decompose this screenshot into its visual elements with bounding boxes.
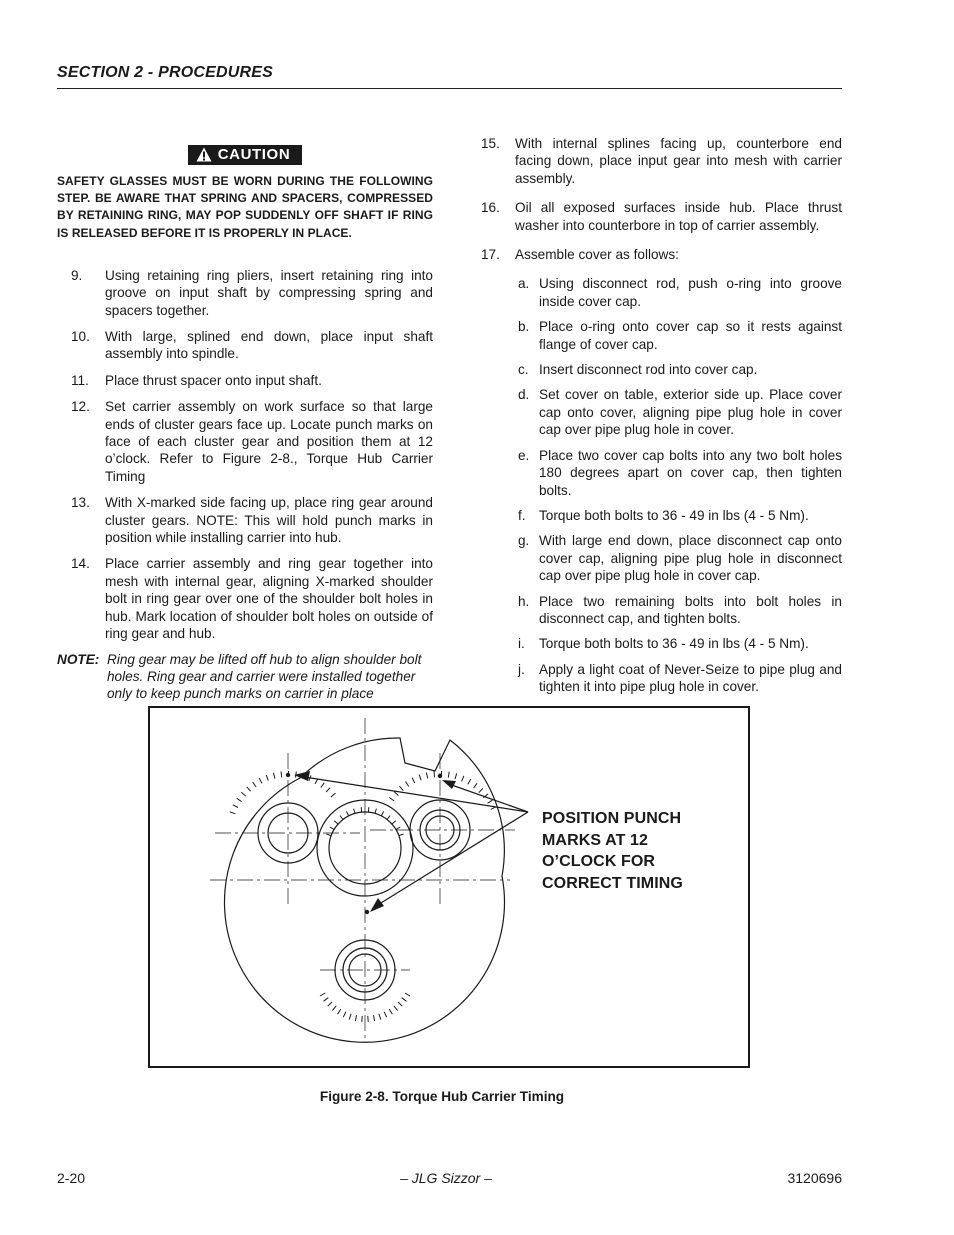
step-text: With large, splined end down, place input shaft assembly into spindle. (105, 329, 433, 362)
step-number: 9. (71, 267, 83, 283)
sub-step-text: Set cover on table, exterior side up. Place cover cap onto cover, aligning pipe plug hole in cover cap over pipe plug hole in cover. (539, 387, 842, 438)
step-text: Set carrier assembly on work surface so that large ends of cluster gears face up. Locate punch marks on face of each cluster gear and position them at 12 o’clock. Refer to Figure 2-8., Torque Hub Carrier Timing (105, 399, 433, 484)
document-number: 3120696 (787, 1170, 842, 1186)
procedure-step (57, 555, 433, 642)
step-number: 12. (71, 399, 90, 415)
sub-step (518, 318, 842, 353)
step-text: With X-marked side facing up, place ring gear around cluster gears. NOTE: This will hold punch marks in position while installing carrier into hub. (105, 495, 433, 546)
note-text: Ring gear may be lifted off hub to align shoulder bolt holes. Ring gear and carrier were installed together only to keep punch marks on carrier in place (107, 651, 422, 702)
sub-step-text: Torque both bolts to 36 - 49 in lbs (4 - 5 Nm). (539, 636, 809, 652)
procedure-step (481, 246, 842, 263)
hub-outline (224, 738, 504, 1042)
left-column (57, 145, 433, 703)
sub-step-text: Torque both bolts to 36 - 49 in lbs (4 - 5 Nm). (539, 507, 809, 523)
warning-triangle-icon (196, 147, 212, 162)
procedure-step (57, 494, 433, 546)
caution-text: SAFETY GLASSES MUST BE WORN DURING THE FOLLOWING STEP. BE AWARE THAT SPRING AND SPACERS, COMPRESSED BY RETAINING RING, MAY POP SUDDENLY OFF SHAFT IF RING IS RELEASED BEFORE IT IS PROPERLY IN PLACE. (57, 173, 433, 240)
step-number: 17. (481, 247, 500, 263)
sub-step-letter: g. (518, 533, 530, 549)
figure-caption: Figure 2-8. Torque Hub Carrier Timing (319, 1089, 565, 1104)
sub-step-text: Using disconnect rod, push o-ring into groove inside cover cap. (539, 276, 842, 309)
caution-banner (57, 145, 433, 167)
sub-step-letter: f. (518, 507, 526, 523)
sub-step (518, 447, 842, 499)
step-number: 10. (71, 329, 90, 345)
sub-step-text: Insert disconnect rod into cover cap. (539, 362, 758, 378)
sub-step (518, 593, 842, 628)
step-text: Using retaining ring pliers, insert retaining ring into groove on input shaft by compressing spring and spacers together. (105, 267, 433, 318)
caution-label: CAUTION (217, 146, 291, 163)
sub-step-letter: d. (518, 387, 530, 403)
step-text: Place carrier assembly and ring gear together into mesh with internal gear, aligning X-marked shoulder bolt in ring gear over one of the shoulder bolt holes in hub. Mark location of shoulder bolt holes on outside of ring gear and hub. (105, 556, 433, 642)
sub-step-letter: b. (518, 319, 530, 335)
header-rule (57, 88, 842, 89)
gear-tooth-set (389, 771, 496, 809)
step-text: Oil all exposed surfaces inside hub. Place thrust washer into counterbore in top of carrier assembly. (515, 200, 842, 233)
step-number: 13. (71, 495, 90, 511)
note-label: NOTE: (57, 651, 100, 667)
sub-step-letter: i. (518, 636, 525, 652)
step-number: 14. (71, 556, 90, 572)
caution-label-box (188, 145, 303, 165)
sub-step-text: With large end down, place disconnect cap onto cover cap, aligning pipe plug hole in disconnect cap over pipe plug hole in cover cap. (539, 533, 842, 584)
step-text: Assemble cover as follows: (515, 247, 679, 263)
footer-title: – JLG Sizzor – (400, 1170, 492, 1186)
sub-step (518, 635, 842, 652)
procedure-step (57, 398, 433, 485)
sub-step (518, 532, 842, 584)
callout-line: O’CLOCK FOR (542, 853, 656, 870)
step-text: With internal splines facing up, counterbore end facing down, place input gear into mesh with carrier assembly. (515, 136, 842, 186)
sub-step-letter: c. (518, 362, 529, 378)
sub-step (518, 507, 842, 524)
step-text: Place thrust spacer onto input shaft. (105, 372, 322, 388)
procedure-step (481, 135, 842, 187)
callout-line: POSITION PUNCH (542, 810, 682, 827)
sub-step-letter: e. (518, 447, 530, 463)
step-number: 15. (481, 136, 500, 151)
sub-step-letter: a. (518, 276, 530, 292)
sub-step-text: Place o-ring onto cover cap so it rests against flange of cover cap. (539, 319, 842, 352)
section-title: SECTION 2 - PROCEDURES (57, 64, 273, 81)
sub-step-letter: h. (518, 593, 530, 609)
sub-step-letter: j. (518, 661, 525, 677)
sub-step-text: Apply a light coat of Never-Seize to pipe plug and tighten it into pipe plug hole in cover. (539, 661, 842, 695)
sub-step (518, 275, 842, 310)
right-column (481, 135, 842, 704)
sub-step (518, 661, 842, 696)
note (57, 651, 433, 703)
callout-label (542, 808, 742, 894)
sub-step-text: Place two remaining bolts into bolt holes in disconnect cap, and tighten bolts. (539, 593, 842, 626)
procedure-step (57, 267, 433, 319)
procedure-step (57, 328, 433, 363)
callout-line: CORRECT TIMING (542, 874, 683, 892)
gear-tooth-set (230, 771, 336, 814)
step-number: 16. (481, 200, 500, 216)
step-number: 11. (71, 372, 89, 388)
procedure-step (481, 199, 842, 234)
page-number: 2-20 (57, 1170, 86, 1186)
callout-line: MARKS AT 12 (542, 831, 648, 849)
procedure-step (57, 372, 433, 389)
punch-marks (286, 773, 442, 914)
sub-step-text: Place two cover cap bolts into any two bolt holes 180 degrees apart on cover cap, then tighten bolts. (539, 447, 842, 498)
figure-torque-hub-carrier-timing (148, 706, 750, 1068)
sub-step (518, 361, 842, 378)
sub-step (518, 386, 842, 438)
